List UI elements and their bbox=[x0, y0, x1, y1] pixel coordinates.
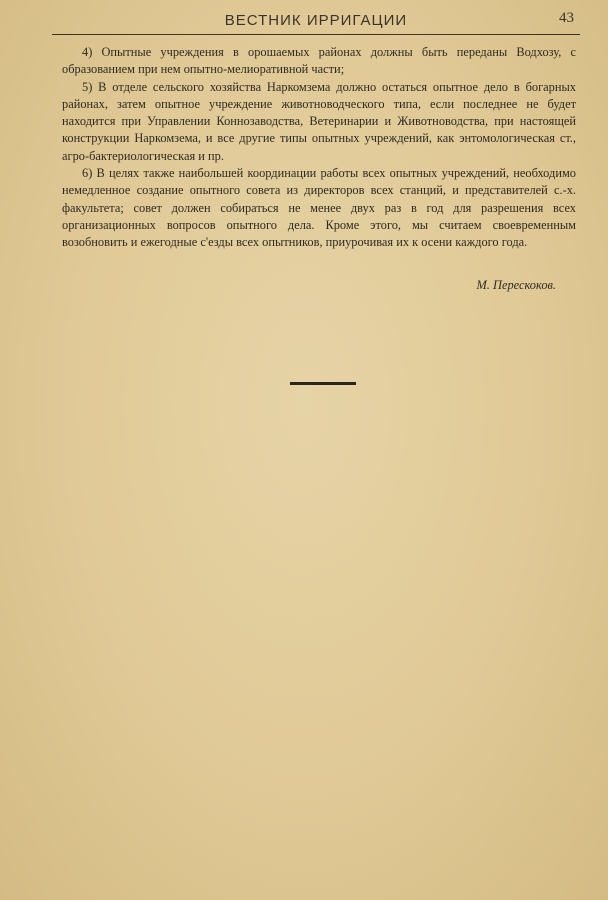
page-number: 43 bbox=[559, 10, 574, 26]
journal-title: ВЕСТНИК ИРРИГАЦИИ bbox=[224, 12, 408, 29]
paragraph-4: 4) Опытные учреждения в орошаемых районах должны быть переданы Водхозу, с образованием при нем опытно-мелиоративной части; bbox=[62, 45, 576, 77]
section-separator bbox=[290, 382, 356, 385]
author-signature: М. Перескоков. bbox=[476, 278, 556, 292]
header-rule bbox=[52, 34, 580, 35]
page-header bbox=[52, 10, 580, 36]
paragraph-6: 6) В целях также наибольшей координации работы всех опытных учреждений, необходимо немедленное создание опытного совета из директоров всех станций, и представителей с.-х. факультета; совет должен собираться не менее двух раз в год для разрешения всех организационных вопросов опытного дела. Кроме этого, мы считаем своевременным возобновить и ежегодные с'езды всех опытников, приурочивая их к осени каждого года. bbox=[62, 166, 576, 250]
article-body bbox=[62, 44, 576, 252]
paragraph-5: 5) В отделе сельского хозяйства Наркомзема должно остаться опытное дело в богарных районах, затем опытное учреждение животноводческого типа, если последнее не будет находится при Управлении Коннозаводства, Ветеринарии и Животноводства, при настоящей конструкции Наркомзема, и все другие типы опытных учреждений, как энтомологическая ст., агро-бактериологическая и пр. bbox=[62, 79, 576, 163]
